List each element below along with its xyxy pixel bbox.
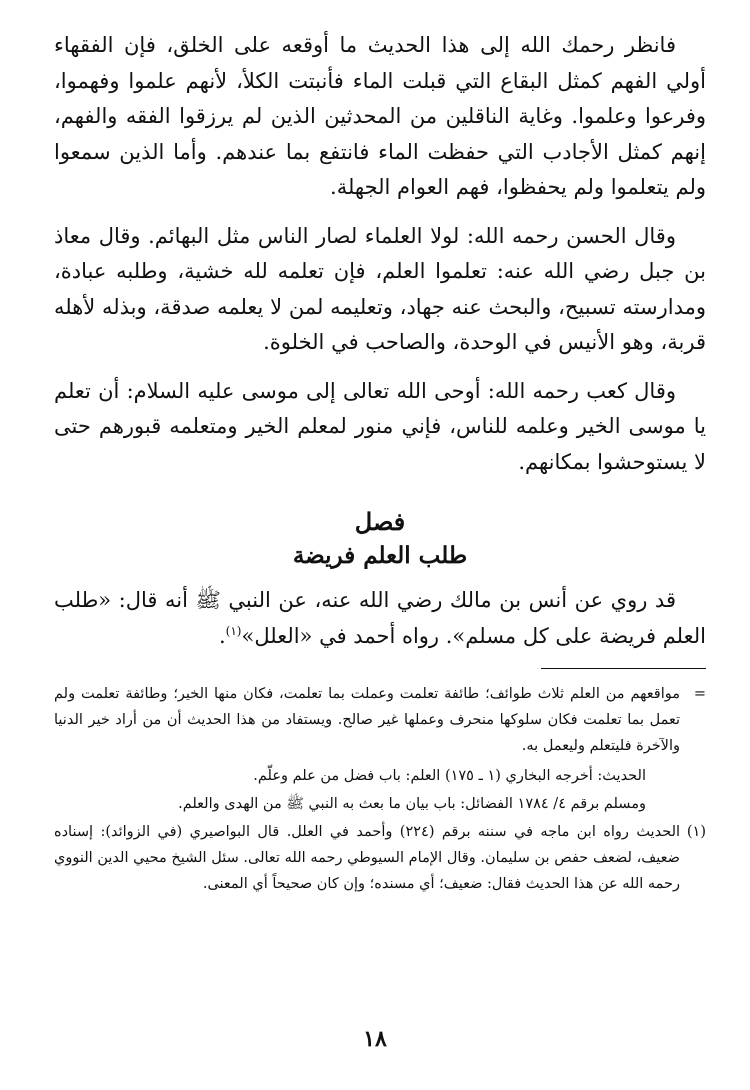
paragraph-4 xyxy=(54,583,706,654)
section-subheading: طلب العلم فريضة xyxy=(292,542,468,569)
paragraph-3: وقال كعب رحمه الله: أوحى الله تعالى إلى موسى عليه السلام: أن تعلم يا موسى الخير وعلمه للناس، فإني منور لمعلم الخير ومتعلمه قبورهم حتى لا يستوحشوا بمكانهم. xyxy=(54,378,706,474)
page-number: ١٨ xyxy=(363,1026,387,1052)
paragraph-4-text: قد روي عن أنس بن مالك رضي الله عنه، عن النبي ﷺ أنه قال: «طلب العلم فريضة على كل مسلم». رواه أحمد في «العلل» xyxy=(54,588,706,648)
paragraph-1: فانظر رحمك الله إلى هذا الحديث ما أوقعه على الخلق، فإن الفقهاء أولي الفهم كمثل البقاع التي قبلت الماء فأنبتت الكلأ، لأنهم علموا وفهموا، وفرعوا وعلموا. وغاية الناقلين من المحدثين الذين لم يرزقوا الفقه والفهم، إنهم كمثل الأجادب التي حفظت الماء فانتفع بما عندهم. وأما الذين سمعوا ولم يتعلموا ولم يحفظوا، فهم العوام الجهلة. xyxy=(54,33,706,199)
paragraph-2: وقال الحسن رحمه الله: لولا العلماء لصار الناس مثل البهائم. وقال معاذ بن جبل رضي الله عنه: تعلموا العلم، فإن تعلمه لله خشية، وطلبه عبادة، ومدارسته تسبيح، والبحث عنه جهاد، وتعليمه لمن لا يعلمه صدقة، وبذله لأهله قربة، وهو الأنيس في الوحدة، والصاحب في الخلوة. xyxy=(54,223,706,354)
footnote-continuation-text: مواقعهم من العلم ثلاث طوائف؛ طائفة تعلمت وعملت بما تعلمت، فكان منها الخير؛ وطائفة تعلمت ولم تعمل بما تعلمت فكان سلوكها منحرف وعملها غير صالح. ويستفاد من هذا الحديث أن من أراد خير الدنيا والآخرة فليتعلم وليعمل به. xyxy=(54,686,680,754)
reference-bukhari: الحديث: أخرجه البخاري (١ ـ ١٧٥) العلم: باب فضل من علم وعلّم. xyxy=(253,768,646,784)
section-heading: فصل xyxy=(354,507,406,536)
footnote-divider xyxy=(541,668,706,669)
paragraph-4-end: . xyxy=(218,623,226,648)
footnote-1-mark: (١) xyxy=(686,824,706,840)
reference-muslim: ومسلم برقم ٤/ ١٧٨٤ الفضائل: باب بيان ما بعث به النبي ﷺ من الهدى والعلم. xyxy=(178,796,646,812)
continuation-mark: = xyxy=(693,686,706,702)
footnote-1-text: الحديث رواه ابن ماجه في سننه برقم (٢٢٤) وأحمد في العلل. قال البواصيري (في الزوائد): إسناده ضعيف، لضعف حفص بن سليمان. وقال الإمام السيوطي رحمه الله تعالى. سئل الشيخ محيي الدين النووي رحمه الله عن هذا الحديث فقال: ضعيف؛ أي مسنده؛ وإن كان صحيحاً أي المعنى. xyxy=(54,824,681,892)
footnote-continuation xyxy=(54,681,706,759)
footnote-1 xyxy=(54,819,706,897)
page-content xyxy=(54,28,706,901)
footnotes xyxy=(54,681,706,897)
footnote-ref-1[interactable]: (١) xyxy=(225,623,242,638)
